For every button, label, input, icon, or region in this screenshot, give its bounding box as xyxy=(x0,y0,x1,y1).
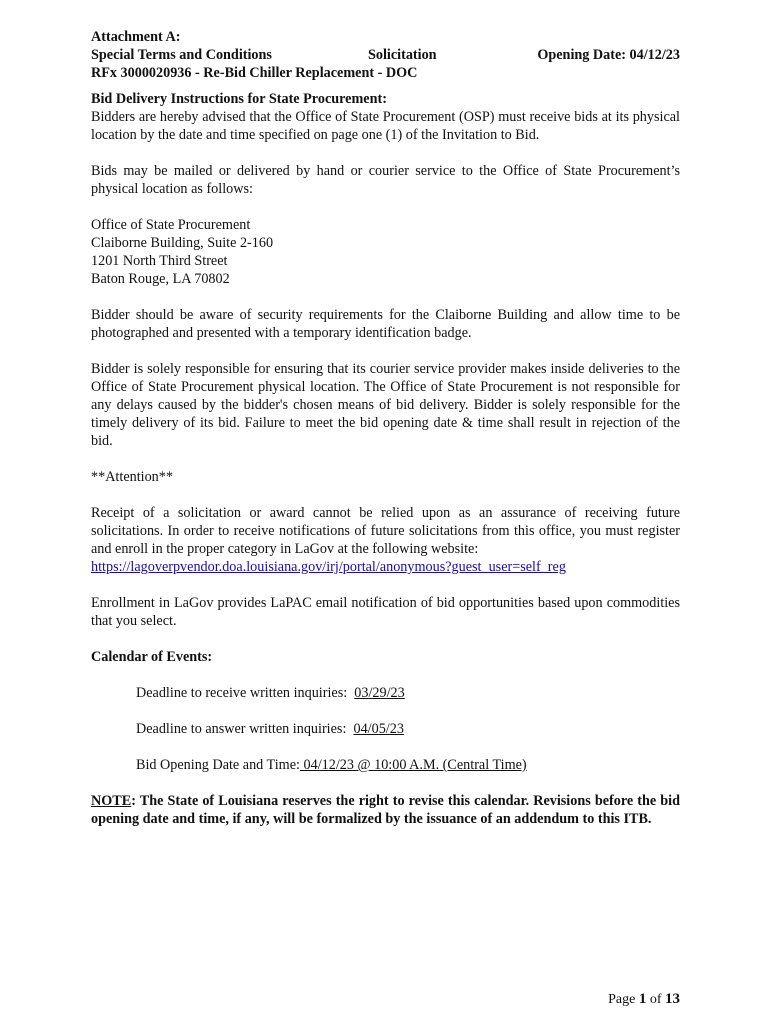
address-line: Baton Rouge, LA 70802 xyxy=(91,271,230,287)
header-solicitation: Solicitation xyxy=(368,47,437,63)
header-terms: Special Terms and Conditions xyxy=(91,47,272,63)
address-line: 1201 North Third Street xyxy=(91,253,228,269)
event-label: Bid Opening Date and Time: xyxy=(136,757,300,773)
delivery-paragraph-3: Bidder should be aware of security requirements for the Claiborne Building and allow time to be photographed and presented with a temporary identification badge. xyxy=(91,307,680,341)
calendar-heading: Calendar of Events: xyxy=(91,649,213,665)
note-paragraph xyxy=(91,792,680,828)
address-block xyxy=(91,216,680,288)
attention-paragraph-2: Enrollment in LaGov provides LaPAC email notification of bid opportunities based upon commodities that you select. xyxy=(91,595,680,629)
lagov-registration-link[interactable]: https://lagoverpvendor.doa.louisiana.gov/irj/portal/anonymous?guest_user=self_reg xyxy=(91,559,566,575)
header-row xyxy=(91,46,680,64)
page-word: Page xyxy=(608,992,636,1007)
document-header xyxy=(91,28,680,82)
calendar-event xyxy=(91,684,680,702)
page-total: 13 xyxy=(665,991,680,1007)
calendar-event xyxy=(91,720,680,738)
page-current: 1 xyxy=(638,991,647,1007)
note-label: NOTE xyxy=(91,793,132,809)
calendar-event xyxy=(91,756,680,774)
note-text: : The State of Louisiana reserves the right to revise this calendar. Revisions before the bid opening date and time, if any, will be formalized by the issuance of an addendum to this ITB. xyxy=(91,793,680,827)
event-value: 04/12/23 @ 10:00 A.M. (Central Time) xyxy=(303,757,527,773)
event-label: Deadline to answer written inquiries: xyxy=(136,721,347,737)
attachment-label: Attachment A: xyxy=(91,29,181,45)
event-label: Deadline to receive written inquiries: xyxy=(136,685,348,701)
delivery-paragraph-4: Bidder is solely responsible for ensuring that its courier service provider makes inside deliveries to the Office of State Procurement physical location. The Office of State Procurement is not responsible for any delays caused by the bidder's chosen means of bid delivery. Bidder is solely responsible for the timely delivery of its bid. Failure to meet the bid opening date & time shall result in rejection of the bid. xyxy=(91,361,680,449)
rfx-title: RFx 3000020936 - Re-Bid Chiller Replacement - DOC xyxy=(91,65,418,81)
event-value: 03/29/23 xyxy=(354,685,405,701)
of-word: of xyxy=(649,992,662,1007)
attention-label: **Attention** xyxy=(91,469,173,485)
address-line: Office of State Procurement xyxy=(91,217,251,233)
document-page xyxy=(91,28,680,828)
delivery-paragraph-2: Bids may be mailed or delivered by hand or courier service to the Office of State Procurement’s physical location as follows: xyxy=(91,163,680,197)
delivery-paragraph-1: Bidders are hereby advised that the Office of State Procurement (OSP) must receive bids at its physical location by the date and time specified on page one (1) of the Invitation to Bid. xyxy=(91,109,680,143)
address-line: Claiborne Building, Suite 2-160 xyxy=(91,235,274,251)
delivery-heading: Bid Delivery Instructions for State Procurement: xyxy=(91,91,387,107)
page-number xyxy=(608,991,680,1008)
header-opening-date: Opening Date: 04/12/23 xyxy=(537,47,680,63)
attention-paragraph-1: Receipt of a solicitation or award cannot be relied upon as an assurance of receiving future solicitations. In order to receive notifications of future solicitations from this office, you must register and enroll in the proper category in LaGov at the following website: xyxy=(91,505,680,557)
event-value: 04/05/23 xyxy=(353,721,404,737)
